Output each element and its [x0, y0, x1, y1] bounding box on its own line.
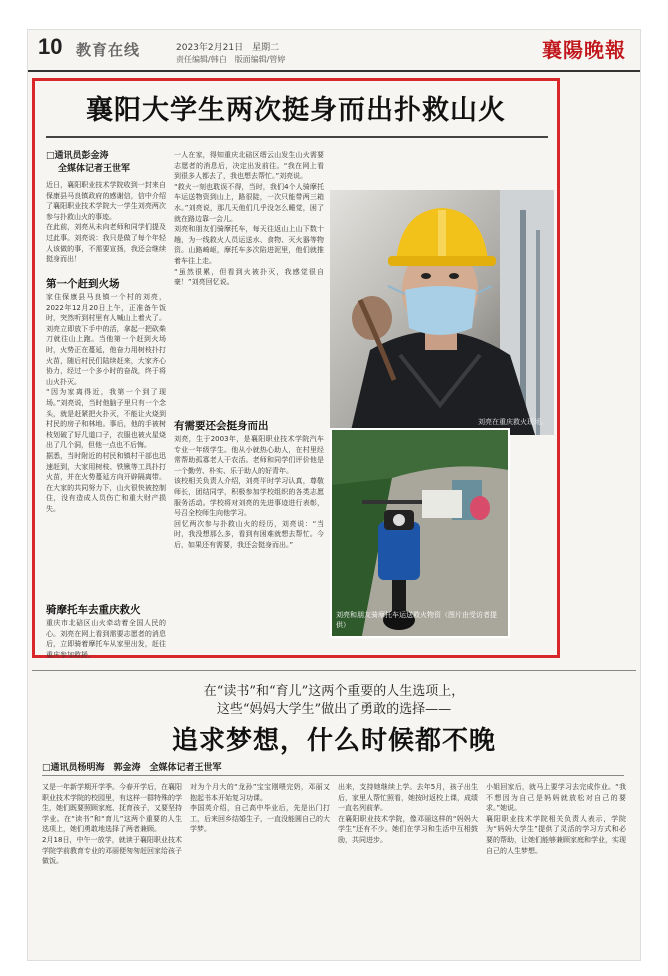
- headline-rule: [46, 136, 548, 138]
- editor-credits: 责任编辑/韩白 版面编辑/管婷: [176, 55, 286, 64]
- photo-volunteer-portrait: [330, 190, 554, 435]
- article2-column-2: [190, 782, 330, 950]
- article-byline: [46, 150, 166, 176]
- paragraph: 该校相关负责人介绍，刘亮平时学习认真，尊敬师长，团结同学，积极参加学校组织的各类志愿服务活动。学校将对刘亮的先进事迹进行表彰，号召全校师生向他学习。: [174, 477, 324, 518]
- section-divider: [32, 670, 636, 671]
- photo-motorcycle-image: [332, 430, 508, 636]
- paragraph: 又是一年新学期开学季。今春开学后，在襄阳职业技术学院的校园里，有这样一群特殊的学生，她们既要照顾家庭、抚育孩子，又要坚持学业。在“读书”和“育儿”这两个重要的人生选项上，她们勇敢地选择了两者兼顾。: [42, 783, 182, 834]
- article2-kicker-line-1: 在“读书”和“育儿”这两个重要的人生选项上，: [203, 684, 465, 699]
- paragraph: “因为家离得近，我第一个到了现场。”刘亮说，当时他脑子里只有一个念头，就是赶紧把火扑灭，不能让火烧到村民的房子和林地。事后，他的手被树枝划破了好几道口子，衣服也被火星烧出了几个洞，但他一点也不后悔。: [46, 388, 166, 450]
- newspaper-logo: 襄陽晚報: [542, 38, 626, 62]
- article2-column-4: [486, 782, 626, 950]
- photo-volunteer-image: [330, 190, 554, 435]
- byline-correspondent: □通讯员彭金涛: [46, 151, 109, 161]
- paragraph: 据悉，当时附近的村民和镇村干部也迅速赶到，大家用树枝、铁锹等工具扑打火苗，并在火势蔓延方向开辟隔离带。在大家的共同努力下，山火很快被控制住，没有造成人员伤亡和重大财产损失。: [46, 451, 166, 513]
- article2-column-1: [42, 782, 182, 950]
- subhead-still-step-forward: 有需要还会挺身而出: [174, 420, 269, 432]
- paragraph: “虽然很累，但看到火被扑灭，我感觉很自豪！”刘亮回忆说。: [174, 267, 324, 287]
- paragraph: 2月18日，中午一放学，就读于襄阳职业技术学院学前教育专业的邓丽便匆匆赶回家给孩子做饭。: [42, 835, 182, 866]
- paragraph: 刘亮，生于2003年，是襄阳职业技术学院汽车专业一年级学生。他从小就热心助人，在村里经常帮助孤寡老人干农活。老师和同学们评价他是一个勤劳、朴实、乐于助人的好青年。: [174, 435, 324, 475]
- column-2-end: [174, 434, 324, 650]
- paragraph: 重庆市北碚区山火牵动着全国人民的心。刘亮在网上看到需要志愿者的消息后，立即骑着摩托车从家里出发，赶往重庆参加救援。: [46, 619, 166, 659]
- section-title: 教育在线: [76, 41, 141, 59]
- paragraph: 在此前，刘亮从未向老师和同学们提及过此事。刘亮说：我只是做了每个年轻人该做的事，不需要宣扬，我还会继续挺身而出！: [46, 223, 166, 264]
- newspaper-page: [28, 30, 640, 960]
- paragraph: 家住保康县马良镇一个村的刘亮，2022年12月20日上午，正准备午饭时，突然听到村里有人喊山上着火了。刘亮立即放下手中的活，拿起一把砍柴刀就往山上跑。当他第一个赶到火场时，火势正在蔓延，他奋力用树枝扑打火苗，随后村民们陆续赶来，大家齐心协力，经过一个多小时的奋战，终于将山火扑灭。: [46, 293, 166, 386]
- subhead-first-at-fire: 第一个赶到火场: [46, 278, 120, 290]
- column-1-body: [46, 292, 166, 598]
- byline-reporter: 全媒体记者王世军: [58, 164, 131, 174]
- paragraph: 回忆两次参与扑救山火的经历，刘亮说：“当时，我没想那么多，看到有困难就想去帮忙。今后，如果还有需要，我还会挺身而出。”: [174, 519, 324, 549]
- issue-date: 2023年2月21日 星期二: [176, 43, 280, 53]
- page-header: [28, 30, 640, 72]
- column-1-intro: [46, 180, 166, 272]
- article2-column-3: [338, 782, 478, 950]
- paragraph: 近日，襄阳职业技术学院收到一封来自保康县马良镇政府的感谢信，信中介绍了襄阳职业技术学院大一学生刘亮两次参与扑救山火的事迹。: [46, 181, 166, 221]
- article2-kicker-line-2: 这些“妈妈大学生”做出了勇敢的选择——: [216, 702, 452, 717]
- page-number: 10: [38, 34, 63, 59]
- subhead-motorcycle: 骑摩托车去重庆救火: [46, 604, 141, 616]
- paragraph: 李国英介绍，自己高中毕业后，先是出门打工，后来回乡结婚生子，一直没能圆自己的大学梦。: [190, 804, 330, 834]
- photo1-caption: 刘亮在重庆救火现场。: [478, 418, 548, 426]
- paragraph: 一人在家，得知重庆北碚区缙云山发生山火需要志愿者的消息后，决定出发前往。“我在网上看到很多人都去了，我也想去帮忙。”刘亮说。: [174, 151, 324, 181]
- column-1-end: [46, 618, 166, 659]
- article2-headline: 追求梦想，什么时候都不晚: [171, 726, 496, 756]
- paragraph: 出来，支持她继续上学。去年5月，孩子出生后，家里人帮忙照看，她按时返校上课，成绩一直名列前茅。: [338, 783, 478, 813]
- paragraph: 小姐回家后，就马上要学习去完成作业。“我不想因为自己是妈妈就放松对自己的要求。”她说。: [486, 783, 626, 813]
- article-headline: 襄阳大学生两次挺身而出扑救山火: [86, 95, 506, 126]
- paragraph: 襄阳职业技术学院相关负责人表示，学院为“妈妈大学生”提供了灵活的学习方式和必要的帮助，让她们能够兼顾家庭和学业，实现自己的人生梦想。: [486, 814, 626, 855]
- article2-rule: [42, 775, 624, 776]
- photo2-caption: 刘亮和朋友骑摩托车运送救火物资（图片由受访者提供）: [336, 611, 497, 629]
- paragraph: 刘亮和朋友们骑摩托车，每天往返山上山下数十趟，为一线救火人员运送水、食物、灭火器等物资。山路崎岖，摩托车多次陷进泥里，他们就推着车往上走。: [174, 225, 324, 265]
- column-2-body: [174, 150, 324, 414]
- paragraph: 在襄阳职业技术学院，像邓丽这样的“妈妈大学生”还有不少。她们在学习和生活中互相鼓励，共同进步。: [338, 814, 478, 844]
- photo-motorcycle: [330, 428, 510, 638]
- paragraph: “救火一刻也耽误不得，当时，我们4个人骑摩托车运送物资到山上，路很陡，一次只能带两三箱水。”刘亮说，那几天他们几乎没怎么睡觉，困了就在路边靠一会儿。: [174, 182, 324, 223]
- paragraph: 对为个月大的“龙孙”宝宝刚喂完奶，邓丽又抱起书本开始复习功课。: [190, 783, 330, 802]
- article2-byline: □通讯员杨明海 郭金涛 全媒体记者王世军: [42, 763, 222, 773]
